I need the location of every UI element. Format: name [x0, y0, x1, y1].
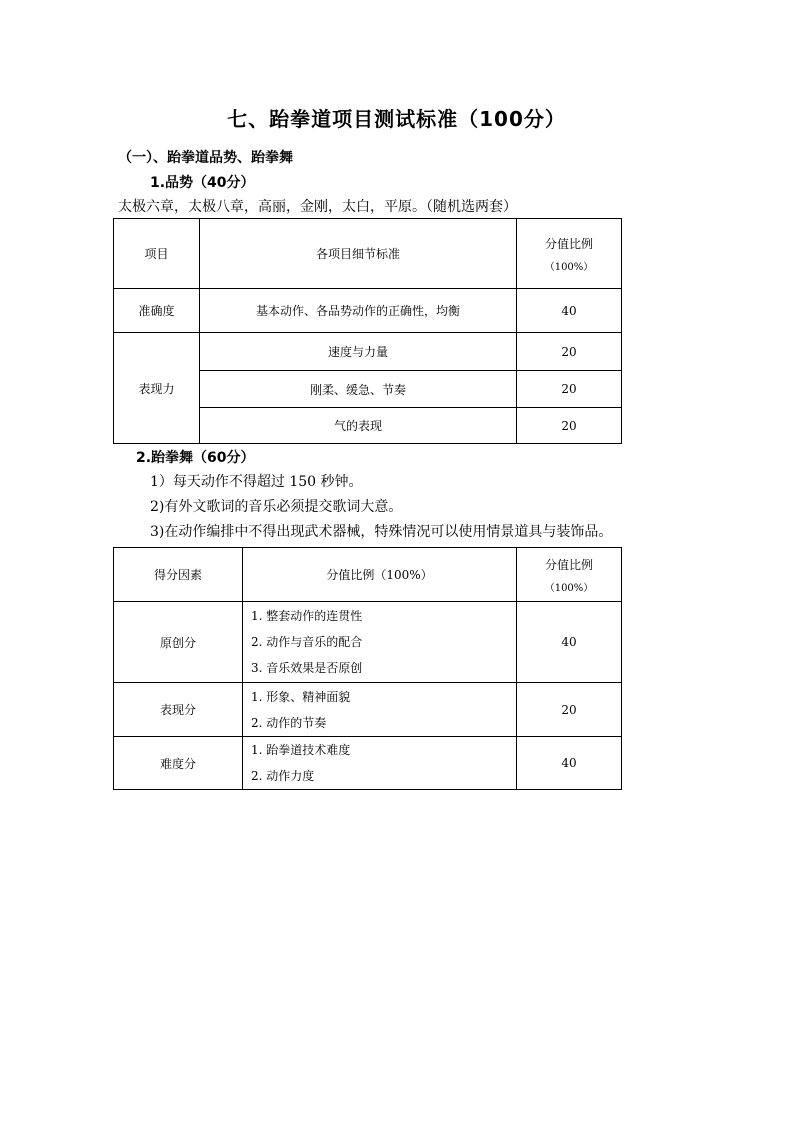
- header-score: [517, 548, 622, 602]
- table-row: [114, 737, 622, 790]
- header-ratio-label: 分值比例: [544, 236, 593, 251]
- dance-note: 3)在动作编排中不得出现武术器械，特殊情况可以使用情景道具与装饰品。: [150, 524, 613, 540]
- header-score-sub: （100%）: [544, 582, 594, 594]
- dance-heading: 2.跆拳舞（60分）: [136, 450, 255, 466]
- row-score: 40: [517, 602, 622, 683]
- row-items: [243, 602, 517, 683]
- list-item: 1. 整套动作的连贯性: [251, 609, 363, 623]
- row-factor: 原创分: [114, 602, 243, 683]
- header-factor: 得分因素: [114, 548, 243, 602]
- row-criteria: 速度与力量: [200, 333, 517, 371]
- section-heading: （一）、跆拳道品势、跆拳舞: [118, 150, 293, 166]
- row-item: 准确度: [114, 289, 200, 333]
- header-item: 项目: [114, 219, 200, 289]
- list-item: 2. 动作的节奏: [251, 715, 327, 730]
- table-row: [114, 683, 622, 737]
- row-score: 40: [517, 737, 622, 790]
- poomsae-table: [113, 218, 622, 444]
- poomsae-heading: 1.品势（40分）: [150, 175, 255, 191]
- list-item: 1. 形象、精神面貌: [251, 689, 351, 704]
- header-ratio: 分值比例（100%）: [243, 548, 517, 602]
- list-item: 2. 动作与音乐的配合: [251, 635, 363, 649]
- row-score: 20: [517, 683, 622, 737]
- row-criteria: 基本动作、各品势动作的正确性，均衡: [200, 289, 517, 333]
- list-item: 1. 跆拳道技术难度: [251, 743, 351, 757]
- row-items: [243, 737, 517, 790]
- header-score-label: 分值比例: [544, 557, 593, 572]
- list-item: 2. 动作力度: [251, 769, 315, 783]
- header-ratio-sub: （100%）: [544, 261, 594, 273]
- header-ratio: [517, 219, 622, 289]
- row-factor: 难度分: [114, 737, 243, 790]
- row-score: 40: [517, 289, 622, 333]
- row-score: 20: [517, 333, 622, 371]
- page-title: 七、跆拳道项目测试标准（100分）: [227, 107, 566, 131]
- row-items: [243, 683, 517, 737]
- header-criteria: 各项目细节标准: [200, 219, 517, 289]
- dance-table: [113, 547, 622, 790]
- table-row: [114, 289, 622, 333]
- table-row: [114, 333, 622, 371]
- poomsae-description: 太极六章，太极八章，高丽，金刚，太白，平原。（随机选两套）: [118, 199, 517, 215]
- table-header-row: [114, 219, 622, 289]
- row-criteria: 刚柔、缓急、节奏: [200, 371, 517, 408]
- table-header-row: [114, 548, 622, 602]
- row-score: 20: [517, 371, 622, 408]
- row-item: 表现力: [114, 333, 200, 444]
- table-row: [114, 602, 622, 683]
- row-score: 20: [517, 408, 622, 444]
- row-criteria: 气的表现: [200, 408, 517, 444]
- row-factor: 表现分: [114, 683, 243, 737]
- list-item: 3. 音乐效果是否原创: [251, 661, 363, 675]
- dance-note: 1）每天动作不得超过 150 秒钟。: [150, 474, 363, 490]
- dance-note: 2)有外文歌词的音乐必须提交歌词大意。: [150, 499, 403, 515]
